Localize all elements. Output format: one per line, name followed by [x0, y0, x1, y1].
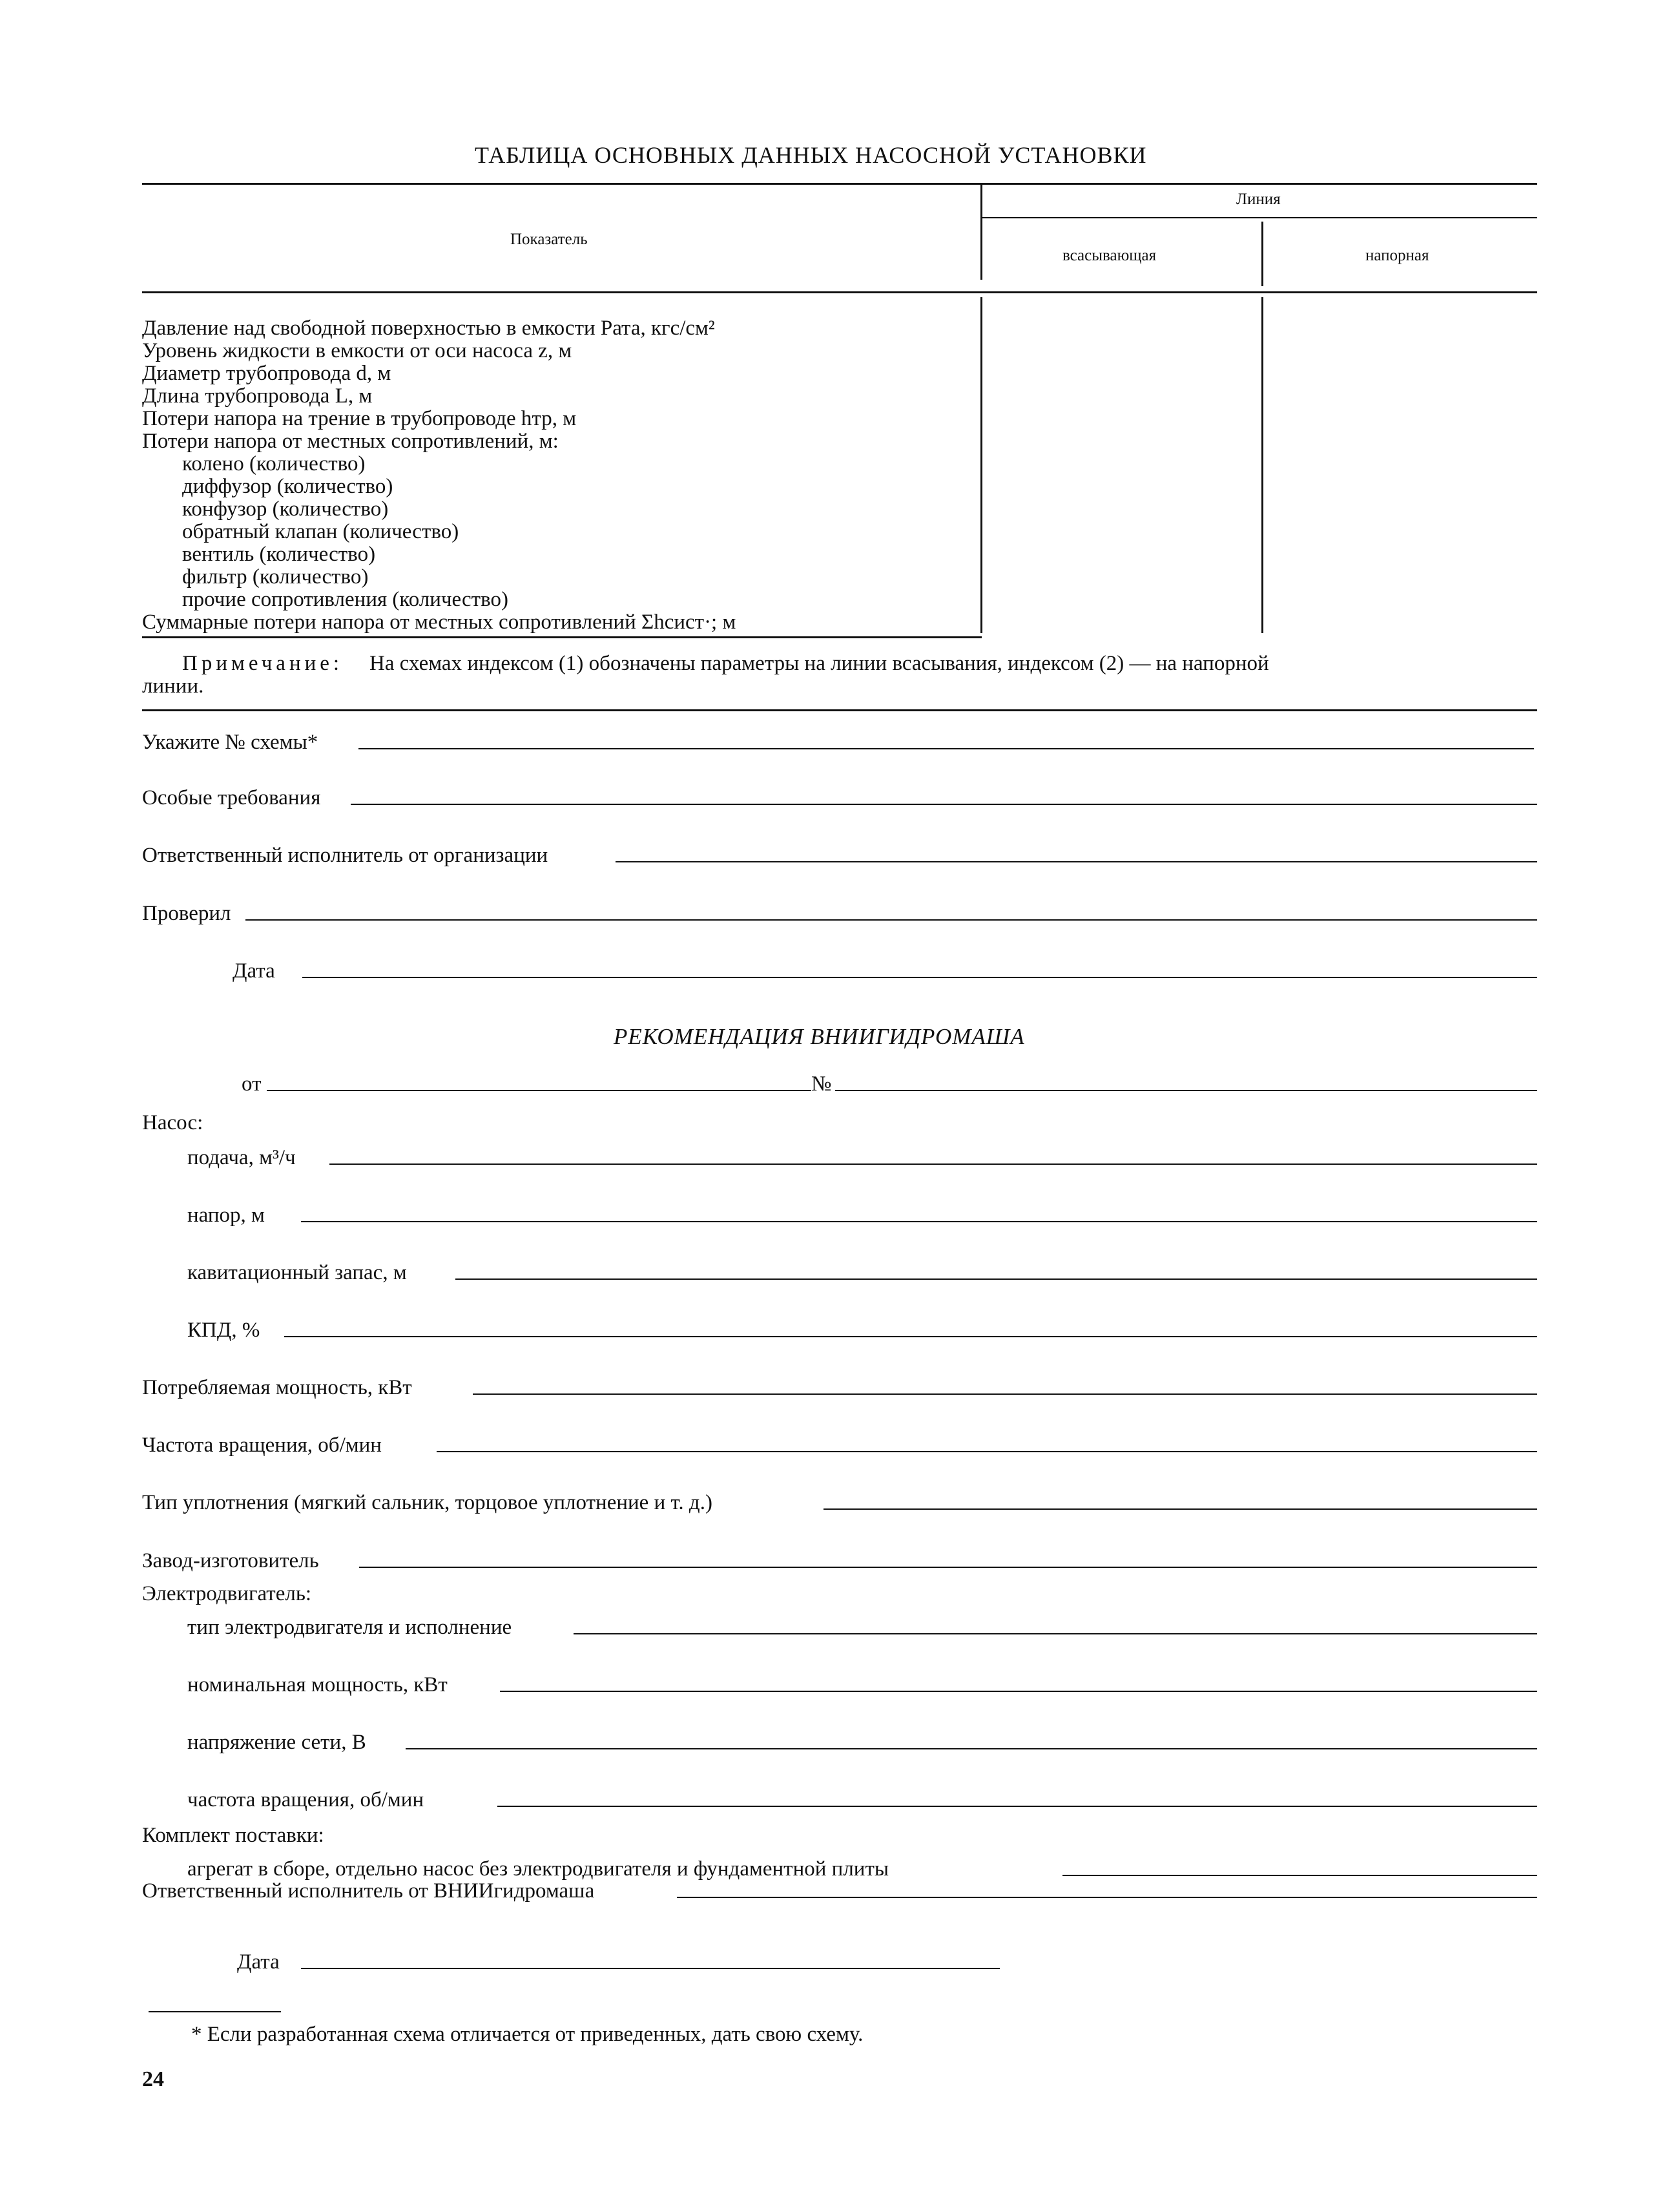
special-requirements-label: Особые требования — [142, 786, 321, 809]
footnote-text: * Если разработанная схема отличается от приведенных, дать свою схему. — [191, 2023, 864, 2046]
responsible-vnii-label: Ответственный исполнитель от ВНИИгидромаша — [142, 1879, 595, 1903]
col-header-suction: всасывающая — [1062, 247, 1157, 264]
table-row: обратный клапан (количество) — [182, 520, 459, 543]
table-row: Длина трубопровода L, м — [142, 384, 373, 408]
motor-power-field[interactable] — [500, 1691, 1537, 1692]
delivery-item-label: агрегат в сборе, отдельно насос без электродвигателя и фундаментной плиты — [187, 1857, 889, 1881]
table-row: Уровень жидкости в емкости от оси насоса z, м — [142, 339, 572, 362]
efficiency-label: КПД, % — [187, 1319, 260, 1342]
table-col-divider-4 — [1261, 297, 1263, 633]
table-row: фильтр (количество) — [182, 565, 369, 589]
date-field[interactable] — [302, 977, 1537, 978]
motor-power-label: номинальная мощность, кВт — [187, 1673, 448, 1696]
efficiency-field[interactable] — [284, 1336, 1537, 1337]
scheme-number-field[interactable] — [358, 748, 1534, 749]
table-row: конфузор (количество) — [182, 497, 389, 521]
head-label: напор, м — [187, 1204, 265, 1227]
note-text-continuation: линии. — [142, 674, 204, 698]
delivery-item-field[interactable] — [1062, 1875, 1537, 1876]
table-line-rule — [982, 217, 1537, 218]
seal-type-field[interactable] — [823, 1508, 1537, 1510]
manufacturer-field[interactable] — [359, 1567, 1537, 1568]
table-row: колено (количество) — [182, 452, 366, 475]
special-requirements-field[interactable] — [351, 804, 1537, 805]
table-col-divider-3 — [980, 297, 982, 633]
footnote-rule — [149, 2011, 281, 2012]
note-rule — [142, 709, 1537, 711]
recommendation-date-label: Дата — [237, 1950, 280, 1974]
table-row: Суммарные потери напора от местных сопротивлений Σhсист·; м — [142, 610, 736, 634]
rotation-field[interactable] — [437, 1451, 1537, 1452]
rotation-label: Частота вращения, об/мин — [142, 1434, 382, 1457]
table-col-divider-1 — [980, 183, 982, 280]
voltage-label: напряжение сети, В — [187, 1731, 366, 1754]
seal-type-label: Тип уплотнения (мягкий сальник, торцовое уплотнение и т. д.) — [142, 1491, 712, 1514]
table-top-rule — [142, 183, 1537, 185]
page-number: 24 — [142, 2067, 164, 2091]
col-header-line: Линия — [1236, 191, 1281, 208]
responsible-org-field[interactable] — [616, 861, 1537, 862]
delivery-heading: Комплект поставки: — [142, 1824, 324, 1847]
recommendation-title: РЕКОМЕНДАЦИЯ ВНИИГИДРОМАША — [614, 1024, 1025, 1049]
recommendation-date-field[interactable] — [301, 1968, 1000, 1969]
motor-type-label: тип электродвигателя и исполнение — [187, 1616, 512, 1639]
table-row: диффузор (количество) — [182, 475, 393, 498]
table-row: вентиль (количество) — [182, 543, 376, 566]
from-field[interactable] — [267, 1090, 811, 1091]
table-row: Потери напора на трение в трубопроводе hтр, м — [142, 407, 577, 430]
scheme-number-label: Укажите № схемы* — [142, 731, 318, 754]
responsible-vnii-field[interactable] — [677, 1897, 1537, 1898]
motor-heading: Электродвигатель: — [142, 1582, 312, 1605]
voltage-field[interactable] — [406, 1748, 1537, 1749]
number-field[interactable] — [835, 1090, 1537, 1091]
table-row: прочие сопротивления (количество) — [182, 588, 508, 611]
cavitation-field[interactable] — [455, 1278, 1537, 1280]
power-label: Потребляемая мощность, кВт — [142, 1376, 412, 1399]
number-label: № — [811, 1072, 832, 1096]
flow-label: подача, м³/ч — [187, 1146, 296, 1169]
cavitation-label: кавитационный запас, м — [187, 1261, 407, 1284]
motor-rotation-field[interactable] — [497, 1806, 1537, 1807]
table-header-rule — [142, 291, 1537, 293]
responsible-org-label: Ответственный исполнитель от организации — [142, 844, 548, 867]
date-label: Дата — [233, 959, 275, 983]
note-text: На схемах индексом (1) обозначены параметры на линии всасывания, индексом (2) — на напорной — [369, 652, 1269, 675]
table-row: Диаметр трубопровода d, м — [142, 362, 391, 385]
note-label: Примечание: — [182, 652, 344, 675]
table-row: Давление над свободной поверхностью в емкости Pата, кгс/см² — [142, 317, 715, 340]
col-header-indicator: Показатель — [510, 231, 588, 248]
table-row: Потери напора от местных сопротивлений, м: — [142, 430, 559, 453]
table-col-divider-2 — [1261, 222, 1263, 286]
flow-field[interactable] — [329, 1163, 1537, 1165]
table-bottom-rule — [142, 636, 982, 638]
col-header-pressure: напорная — [1365, 247, 1429, 264]
checked-by-field[interactable] — [245, 919, 1537, 921]
page-title: ТАБЛИЦА ОСНОВНЫХ ДАННЫХ НАСОСНОЙ УСТАНОВКИ — [475, 142, 1147, 168]
motor-type-field[interactable] — [574, 1633, 1537, 1634]
pump-heading: Насос: — [142, 1111, 203, 1134]
from-label: от — [242, 1072, 262, 1096]
checked-by-label: Проверил — [142, 902, 231, 925]
head-field[interactable] — [301, 1221, 1537, 1222]
motor-rotation-label: частота вращения, об/мин — [187, 1788, 424, 1811]
manufacturer-label: Завод-изготовитель — [142, 1549, 319, 1572]
power-field[interactable] — [473, 1393, 1537, 1395]
